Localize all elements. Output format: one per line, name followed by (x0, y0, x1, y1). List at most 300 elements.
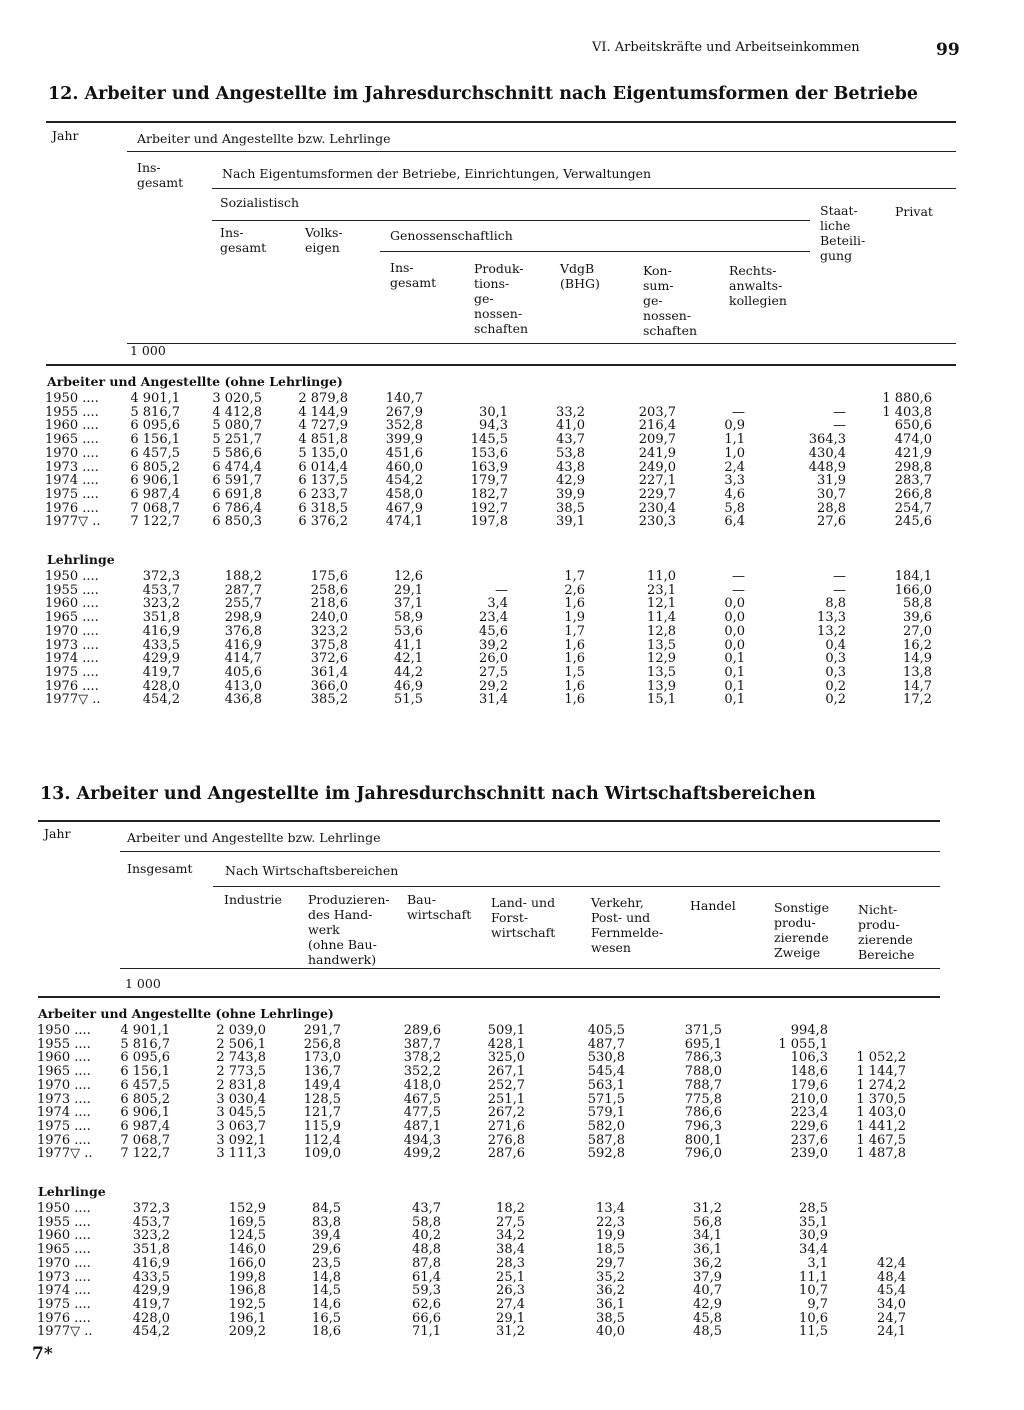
table-cell: 30,1 (479, 404, 508, 420)
table-cell: 352,2 (403, 1064, 441, 1080)
table-cell: 477,5 (403, 1105, 441, 1121)
table-cell: 23,5 (312, 1255, 341, 1271)
table-cell: 1,9 (564, 610, 585, 626)
table-cell: 112,4 (303, 1132, 341, 1148)
table-cell: 499,2 (403, 1146, 441, 1162)
table-cell: 2 879,8 (298, 391, 348, 406)
table-cell: 387,7 (403, 1036, 441, 1052)
table-cell: 27,5 (496, 1214, 525, 1230)
table-cell: 209,7 (638, 432, 676, 448)
table-cell: 6 376,2 (298, 514, 348, 530)
t12-header-volkseigen: Volks- eigen (305, 225, 343, 255)
table-cell: 14,7 (903, 678, 932, 694)
row-year: 1960 .... (45, 418, 99, 434)
table-cell: 42,9 (556, 473, 585, 489)
t12-unit: 1 000 (130, 343, 166, 358)
table-cell: 1,6 (564, 692, 585, 708)
table-cell: 203,7 (638, 404, 676, 420)
table-cell: 216,4 (638, 418, 676, 434)
row-year: 1973 .... (37, 1091, 91, 1107)
row-year: 1974 .... (45, 651, 99, 667)
table-cell: 6 233,7 (298, 486, 348, 502)
table-cell: 372,3 (132, 1201, 170, 1216)
t12-header-soz-insgesamt: Ins- gesamt (220, 225, 267, 255)
table-cell: 51,5 (394, 692, 423, 708)
row-year: 1965 .... (37, 1064, 91, 1080)
table-cell: 252,7 (487, 1077, 525, 1093)
table-cell: 448,9 (808, 459, 846, 475)
table-cell: 351,8 (142, 610, 180, 626)
table-cell: 1 880,6 (882, 391, 932, 406)
row-year: 1965 .... (37, 1242, 91, 1258)
table-cell: 267,9 (385, 404, 423, 420)
table-cell: 229,7 (638, 486, 676, 502)
table-cell: 6 805,2 (120, 1091, 170, 1107)
table-cell: 29,1 (496, 1310, 525, 1326)
row-year: 1974 .... (37, 1105, 91, 1121)
table-cell: 61,4 (412, 1269, 441, 1285)
table-cell: 45,6 (479, 623, 508, 639)
table-cell: 6 095,6 (130, 418, 180, 434)
table-cell: 14,9 (903, 651, 932, 667)
table-cell: 1 144,7 (856, 1064, 906, 1080)
table-cell: 271,6 (487, 1118, 525, 1134)
table-cell: 579,1 (587, 1105, 625, 1121)
table-cell: 0,1 (724, 678, 745, 694)
table-cell: 58,8 (903, 596, 932, 612)
table-cell: 429,9 (132, 1283, 170, 1299)
table-cell: 33,2 (556, 404, 585, 420)
table-cell: 36,1 (596, 1296, 625, 1312)
table-cell: 6,4 (724, 514, 745, 530)
table-cell: 650,6 (894, 418, 932, 434)
table-cell: 29,6 (312, 1242, 341, 1258)
table-cell: 0,1 (724, 651, 745, 667)
table-cell: 6 095,6 (120, 1050, 170, 1066)
table-cell: 2 831,8 (216, 1077, 266, 1093)
table-cell: 218,6 (310, 596, 348, 612)
row-year: 1950 .... (37, 1201, 91, 1216)
table-cell: 13,3 (817, 610, 846, 626)
t12-header-nach: Nach Eigentumsformen der Betriebe, Einrichtungen, Verwaltungen (222, 166, 652, 181)
table-cell: 83,8 (312, 1214, 341, 1230)
table-cell: 419,7 (132, 1296, 170, 1312)
table-cell: 179,6 (790, 1077, 828, 1093)
table-cell: 0,1 (724, 692, 745, 708)
table-cell: 128,5 (303, 1091, 341, 1107)
row-year: 1976 .... (45, 678, 99, 694)
table-cell: 0,3 (825, 664, 846, 680)
table-cell: 4 901,1 (120, 1023, 170, 1038)
table-cell: 23,1 (647, 582, 676, 598)
table-cell: 413,0 (224, 678, 262, 694)
row-year: 1970 .... (37, 1077, 91, 1093)
table-cell: 58,8 (412, 1214, 441, 1230)
table-cell: 405,6 (224, 664, 262, 680)
table-cell: 43,8 (556, 459, 585, 475)
table-cell: 5 080,7 (212, 418, 262, 434)
table-cell: 66,6 (412, 1310, 441, 1326)
table-cell: 46,9 (394, 678, 423, 694)
table-cell: 414,7 (224, 651, 262, 667)
table-cell: 378,2 (403, 1050, 441, 1066)
table-cell: 109,0 (303, 1146, 341, 1162)
table-cell: 255,7 (224, 596, 262, 612)
table-cell: 223,4 (790, 1105, 828, 1121)
table-cell: 1 441,2 (856, 1118, 906, 1134)
table-cell: 199,8 (228, 1269, 266, 1285)
table-cell: 28,8 (817, 500, 846, 516)
table-cell: 39,4 (312, 1228, 341, 1244)
table-cell: 325,0 (487, 1050, 525, 1066)
table-cell: 298,8 (894, 459, 932, 475)
table-cell: 571,5 (587, 1091, 625, 1107)
table-cell: 5 816,7 (130, 404, 180, 420)
table-cell: 372,6 (310, 651, 348, 667)
row-year: 1977▽ .. (37, 1324, 93, 1340)
table-cell: 38,5 (556, 500, 585, 516)
row-year: 1955 .... (45, 582, 99, 598)
table-cell: 0,0 (724, 637, 745, 653)
t12-header-gen-insgesamt: Ins- gesamt (390, 260, 437, 290)
table-cell: 267,2 (487, 1105, 525, 1121)
table-cell: 29,1 (394, 582, 423, 598)
table-cell: 451,6 (385, 445, 423, 461)
table-cell: 94,3 (479, 418, 508, 434)
table-cell: 42,9 (693, 1296, 722, 1312)
table-cell: 1 370,5 (856, 1091, 906, 1107)
table-cell: 287,6 (487, 1146, 525, 1162)
t13-header-insgesamt: Insgesamt (127, 861, 193, 876)
table-cell: 287,7 (224, 582, 262, 598)
table-cell: 289,6 (403, 1023, 441, 1038)
running-head: VI. Arbeitskräfte und Arbeitseinkommen (592, 40, 860, 55)
table-cell: 1 403,0 (856, 1105, 906, 1121)
table-cell: 6 156,1 (130, 432, 180, 448)
t12-header-konsumgenossenschaften: Kon- sum- ge- nossen- schaften (643, 263, 698, 338)
table-cell: 43,7 (412, 1201, 441, 1216)
table-cell: 3,4 (487, 596, 508, 612)
table-cell: 34,1 (693, 1228, 722, 1244)
row-year: 1976 .... (45, 500, 99, 516)
table-cell: 375,8 (310, 637, 348, 653)
table-cell: 106,3 (790, 1050, 828, 1066)
table-cell: 5 135,0 (298, 445, 348, 461)
table-cell: 6 318,5 (298, 500, 348, 516)
t12-header-privat: Privat (895, 204, 933, 219)
table-cell: 6 987,4 (130, 486, 180, 502)
table-cell: 371,5 (684, 1023, 722, 1038)
table-cell: 34,0 (877, 1296, 906, 1312)
table-cell: 1,7 (564, 623, 585, 639)
table-cell: — (732, 404, 745, 420)
row-year: 1975 .... (37, 1118, 91, 1134)
table-cell: — (833, 569, 846, 584)
t12-header-sozialistisch: Sozialistisch (220, 195, 300, 210)
table-cell: 298,9 (224, 610, 262, 626)
group-label: Lehrlinge (47, 552, 115, 567)
table-cell: 26,3 (496, 1283, 525, 1299)
table-cell: 39,1 (556, 514, 585, 530)
table-cell: 30,9 (799, 1228, 828, 1244)
table-cell: 433,5 (132, 1269, 170, 1285)
table-cell: 5 816,7 (120, 1036, 170, 1052)
table-cell: 587,8 (587, 1132, 625, 1148)
table-cell: 467,5 (403, 1091, 441, 1107)
table-cell: 36,2 (693, 1255, 722, 1271)
table-cell: 323,2 (132, 1228, 170, 1244)
t12-header-jahr: Jahr (52, 128, 79, 143)
table-cell: 41,1 (394, 637, 423, 653)
table-cell: 2 039,0 (216, 1023, 266, 1038)
table-cell: 419,7 (142, 664, 180, 680)
t12-header-top: Arbeiter und Angestellte bzw. Lehrlinge (137, 131, 391, 146)
row-year: 1977▽ .. (37, 1146, 93, 1162)
table-cell: 994,8 (790, 1023, 828, 1038)
table-cell: 13,4 (596, 1201, 625, 1216)
table-cell: 87,8 (412, 1255, 441, 1271)
table-cell: 56,8 (693, 1214, 722, 1230)
table-cell: 1 467,5 (856, 1132, 906, 1148)
table-cell: 3,1 (807, 1255, 828, 1271)
table-cell: 71,1 (412, 1324, 441, 1340)
table-cell: 6 474,4 (212, 459, 262, 475)
table-cell: 487,1 (403, 1118, 441, 1134)
table-cell: 800,1 (684, 1132, 722, 1148)
table-cell: 14,8 (312, 1269, 341, 1285)
table-cell: 19,9 (596, 1228, 625, 1244)
table-cell: 454,2 (142, 692, 180, 708)
table-cell: 121,7 (303, 1105, 341, 1121)
table-cell: 695,1 (684, 1036, 722, 1052)
footer-mark: 7* (32, 1344, 53, 1364)
t12-header-produktionsgenossenschaften: Produk- tions- ge- nossen- schaften (474, 261, 529, 336)
table-cell: 430,4 (808, 445, 846, 461)
table-cell: 18,5 (596, 1242, 625, 1258)
table-cell: 266,8 (894, 486, 932, 502)
table-cell: 10,6 (799, 1310, 828, 1326)
table-cell: 31,2 (693, 1201, 722, 1216)
table-cell: 34,2 (496, 1228, 525, 1244)
row-year: 1955 .... (37, 1214, 91, 1230)
table-cell: 230,3 (638, 514, 676, 530)
table-cell: 2,6 (564, 582, 585, 598)
table-cell: 361,4 (310, 664, 348, 680)
table-cell: — (732, 582, 745, 598)
table-cell: 9,7 (807, 1296, 828, 1312)
table-cell: 40,2 (412, 1228, 441, 1244)
table-cell: 366,0 (310, 678, 348, 694)
table-cell: 140,7 (385, 391, 423, 406)
row-year: 1960 .... (45, 596, 99, 612)
table-cell: 530,8 (587, 1050, 625, 1066)
table-cell: 136,7 (303, 1064, 341, 1080)
table-cell: 6 906,1 (130, 473, 180, 489)
table-cell: 40,7 (693, 1283, 722, 1299)
table-cell: 239,0 (790, 1146, 828, 1162)
table-cell: 474,0 (894, 432, 932, 448)
row-year: 1970 .... (45, 445, 99, 461)
table-cell: 4 144,9 (298, 404, 348, 420)
table-cell: 6 457,5 (120, 1077, 170, 1093)
table-cell: 1,6 (564, 678, 585, 694)
table-cell: 0,9 (724, 418, 745, 434)
table-cell: 197,8 (470, 514, 508, 530)
table-cell: 24,1 (877, 1324, 906, 1340)
table-cell: 16,5 (312, 1310, 341, 1326)
table-cell: 6 156,1 (120, 1064, 170, 1080)
table-cell: 1 487,8 (856, 1146, 906, 1162)
table-cell: 11,5 (799, 1324, 828, 1340)
table-cell: 6 987,4 (120, 1118, 170, 1134)
table-cell: 27,5 (479, 664, 508, 680)
table-cell: 37,1 (394, 596, 423, 612)
table-cell: 428,0 (142, 678, 180, 694)
table-cell: 13,9 (647, 678, 676, 694)
table-cell: 48,4 (877, 1269, 906, 1285)
table-cell: 240,0 (310, 610, 348, 626)
table-12-title: 12. Arbeiter und Angestellte im Jahresdurchschnitt nach Eigentumsformen der Betriebe (48, 84, 918, 104)
table-cell: 351,8 (132, 1242, 170, 1258)
t13-header-sonstige: Sonstige produ- zierende Zweige (774, 900, 829, 960)
table-cell: 13,5 (647, 664, 676, 680)
table-cell: 27,6 (817, 514, 846, 530)
table-cell: 7 068,7 (130, 500, 180, 516)
table-cell: 39,6 (903, 610, 932, 626)
table-cell: 0,2 (825, 678, 846, 694)
table-cell: 5 586,6 (212, 445, 262, 461)
table-cell: 2 506,1 (216, 1036, 266, 1052)
table-cell: 36,1 (693, 1242, 722, 1258)
table-cell: 1,6 (564, 596, 585, 612)
t13-header-land-forst: Land- und Forst- wirtschaft (491, 895, 556, 940)
t12-header-insgesamt: Ins- gesamt (137, 160, 184, 190)
table-cell: 5 251,7 (212, 432, 262, 448)
table-cell: 18,2 (496, 1201, 525, 1216)
table-cell: 3 063,7 (216, 1118, 266, 1134)
table-cell: 11,0 (647, 569, 676, 584)
t12-header-vdgb: VdgB (BHG) (560, 261, 600, 291)
t13-header-verkehr: Verkehr, Post- und Fernmelde- wesen (591, 895, 664, 955)
table-cell: 124,5 (228, 1228, 266, 1244)
table-cell: 146,0 (228, 1242, 266, 1258)
table-cell: 42,4 (877, 1255, 906, 1271)
table-cell: 27,4 (496, 1296, 525, 1312)
row-year: 1970 .... (45, 623, 99, 639)
table-cell: 115,9 (303, 1118, 341, 1134)
table-cell: 2 743,8 (216, 1050, 266, 1066)
table-cell: 22,3 (596, 1214, 625, 1230)
table-cell: 45,4 (877, 1283, 906, 1299)
t13-header-industrie: Industrie (224, 892, 282, 907)
table-cell: 209,2 (228, 1324, 266, 1340)
table-cell: 376,8 (224, 623, 262, 639)
table-cell: 592,8 (587, 1146, 625, 1162)
table-cell: 6 850,3 (212, 514, 262, 530)
t13-unit: 1 000 (125, 976, 161, 991)
table-cell: 786,6 (684, 1105, 722, 1121)
table-cell: 182,7 (470, 486, 508, 502)
table-cell: 35,2 (596, 1269, 625, 1285)
row-year: 1970 .... (37, 1255, 91, 1271)
t13-header-handwerk: Produzieren- des Hand- werk (ohne Bau- handwerk) (308, 892, 390, 967)
group-label: Arbeiter und Angestellte (ohne Lehrlinge) (47, 374, 343, 389)
table-cell: 267,1 (487, 1064, 525, 1080)
table-cell: 249,0 (638, 459, 676, 475)
table-cell: 1,1 (724, 432, 745, 448)
table-cell: 7 068,7 (120, 1132, 170, 1148)
table-cell: 173,0 (303, 1050, 341, 1066)
table-cell: 59,3 (412, 1283, 441, 1299)
table-cell: 39,9 (556, 486, 585, 502)
table-cell: 416,9 (132, 1255, 170, 1271)
table-cell: 29,7 (596, 1255, 625, 1271)
row-year: 1973 .... (45, 637, 99, 653)
row-year: 1955 .... (37, 1036, 91, 1052)
table-cell: 1,0 (724, 445, 745, 461)
table-cell: 25,1 (496, 1269, 525, 1285)
group-label: Arbeiter und Angestellte (ohne Lehrlinge) (38, 1006, 334, 1021)
table-cell: 276,8 (487, 1132, 525, 1148)
row-year: 1976 .... (37, 1132, 91, 1148)
table-13-title: 13. Arbeiter und Angestellte im Jahresdurchschnitt nach Wirtschaftsbereichen (40, 784, 816, 804)
table-cell: 352,8 (385, 418, 423, 434)
table-cell: 429,9 (142, 651, 180, 667)
table-cell: 44,2 (394, 664, 423, 680)
table-cell: 0,2 (825, 692, 846, 708)
row-year: 1960 .... (37, 1228, 91, 1244)
table-cell: 175,6 (310, 569, 348, 584)
table-cell: 4 901,1 (130, 391, 180, 406)
row-year: 1975 .... (45, 664, 99, 680)
table-cell: 6 137,5 (298, 473, 348, 489)
table-cell: 16,2 (903, 637, 932, 653)
table-cell: 323,2 (310, 623, 348, 639)
table-cell: 37,9 (693, 1269, 722, 1285)
group-label: Lehrlinge (38, 1184, 106, 1199)
table-cell: 6 906,1 (120, 1105, 170, 1121)
table-cell: 18,6 (312, 1324, 341, 1340)
table-cell: 436,8 (224, 692, 262, 708)
table-cell: 545,4 (587, 1064, 625, 1080)
table-cell: 364,3 (808, 432, 846, 448)
table-cell: 8,8 (825, 596, 846, 612)
table-cell: 1,7 (564, 569, 585, 584)
table-cell: 291,7 (303, 1023, 341, 1038)
table-cell: 28,5 (799, 1201, 828, 1216)
table-cell: 39,2 (479, 637, 508, 653)
table-cell: 48,5 (693, 1324, 722, 1340)
table-cell: 148,6 (790, 1064, 828, 1080)
t13-header-jahr: Jahr (44, 826, 71, 841)
table-cell: 1 403,8 (882, 404, 932, 420)
table-cell: 3 092,1 (216, 1132, 266, 1148)
table-cell: 474,1 (385, 514, 423, 530)
table-cell: 11,4 (647, 610, 676, 626)
table-cell: 227,1 (638, 473, 676, 489)
table-cell: 453,7 (142, 582, 180, 598)
table-cell: 6 014,4 (298, 459, 348, 475)
table-cell: 166,0 (894, 582, 932, 598)
row-year: 1973 .... (45, 459, 99, 475)
table-cell: 237,6 (790, 1132, 828, 1148)
table-cell: 12,9 (647, 651, 676, 667)
table-cell: 27,0 (903, 623, 932, 639)
table-cell: 196,1 (228, 1310, 266, 1326)
table-cell: 582,0 (587, 1118, 625, 1134)
table-cell: 43,7 (556, 432, 585, 448)
row-year: 1977▽ .. (45, 514, 101, 530)
